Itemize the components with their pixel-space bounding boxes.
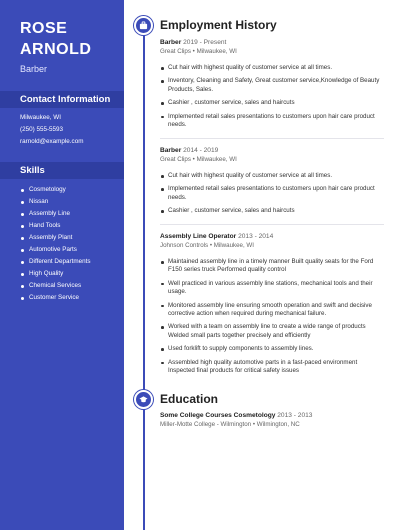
skill-item: Assembly Line bbox=[20, 208, 120, 220]
education-dates: 2013 - 2013 bbox=[277, 412, 313, 419]
job-company: Great Clips bbox=[160, 156, 191, 163]
contact-heading: Contact Information bbox=[0, 91, 124, 108]
job-bullet: Cashier , customer service, sales and haircuts bbox=[160, 99, 384, 107]
job-bullet: Implemented retail sales presentations to customers upon hair care product needs. bbox=[160, 113, 384, 130]
job-title: Assembly Line Operator bbox=[160, 233, 237, 240]
job-bullet: Maintained assembly line in a timely manner Built quality seats for the Ford F150 series truck Performed quality control bbox=[160, 258, 384, 275]
education-location: Wilmington, NC bbox=[256, 421, 300, 428]
skill-item: Automotive Parts bbox=[20, 244, 120, 256]
job-dates: 2014 - 2019 bbox=[183, 147, 219, 154]
job-bullet: Worked with a team on assembly line to create a wide range of products Welded small parts together precisely and efficiently bbox=[160, 323, 384, 340]
job-entry bbox=[160, 38, 384, 129]
job-location: Milwaukee, WI bbox=[213, 242, 254, 249]
divider bbox=[160, 224, 384, 225]
employment-heading: Employment History bbox=[160, 18, 277, 32]
divider bbox=[160, 138, 384, 139]
job-title: Barber bbox=[160, 147, 182, 154]
candidate-name bbox=[20, 18, 91, 60]
briefcase-icon bbox=[134, 16, 153, 35]
skill-item: Assembly Plant bbox=[20, 232, 120, 244]
job-entry bbox=[160, 146, 384, 216]
first-name: ROSE bbox=[20, 20, 68, 37]
job-company: Johnson Controls bbox=[160, 242, 209, 249]
contact-city: Milwaukee, WI bbox=[20, 114, 61, 121]
education-title-line bbox=[160, 411, 384, 420]
graduation-cap-icon bbox=[134, 390, 153, 409]
education-entry bbox=[160, 411, 384, 430]
job-bullet: Well practiced in various assembly line stations, mechanical tools and their usage. bbox=[160, 280, 384, 297]
job-company-line: Great Clips • Milwaukee, WI bbox=[160, 156, 237, 163]
skills-heading: Skills bbox=[0, 162, 124, 179]
job-company-line: Johnson Controls • Milwaukee, WI bbox=[160, 242, 254, 249]
skill-item: High Quality bbox=[20, 268, 120, 280]
job-bullet: Used forklift to supply components to assembly lines. bbox=[160, 345, 384, 353]
job-bullet: Cut hair with highest quality of customer service at all times. bbox=[160, 172, 384, 180]
job-title-line bbox=[160, 232, 384, 241]
job-company-line: Great Clips • Milwaukee, WI bbox=[160, 48, 237, 55]
sidebar bbox=[0, 0, 124, 530]
job-bullet: Monitored assembly line ensuring smooth operation and swift and decisive corrective action when required during mechanical failure. bbox=[160, 302, 384, 319]
last-name: ARNOLD bbox=[20, 41, 92, 58]
timeline-line bbox=[143, 24, 145, 530]
job-title-line bbox=[160, 146, 384, 155]
skills-list bbox=[20, 184, 120, 304]
contact-phone: (250) 555-5593 bbox=[20, 126, 64, 133]
education-title: Some College Courses Cosmetology bbox=[160, 412, 276, 419]
job-dates: 2019 - Present bbox=[183, 39, 227, 46]
skill-item: Hand Tools bbox=[20, 220, 120, 232]
job-dates: 2013 - 2014 bbox=[238, 233, 274, 240]
skill-item: Cosmetology bbox=[20, 184, 120, 196]
job-location: Milwaukee, WI bbox=[196, 156, 237, 163]
job-entry bbox=[160, 232, 384, 375]
job-company: Great Clips bbox=[160, 48, 191, 55]
skill-item: Customer Service bbox=[20, 292, 120, 304]
candidate-role: Barber bbox=[20, 64, 48, 74]
education-school: Miller-Motte College - Wilmington bbox=[160, 421, 252, 428]
skill-item: Chemical Services bbox=[20, 280, 120, 292]
job-bullet: Assembled high quality automotive parts in a fast-paced environment Inspected final products for critical safety issues bbox=[160, 359, 384, 376]
job-title: Barber bbox=[160, 39, 182, 46]
job-location: Milwaukee, WI bbox=[196, 48, 237, 55]
job-bullet: Inventory, Cleaning and Safety, Great customer service,Knowledge of Beauty Products, Sales. bbox=[160, 77, 384, 94]
job-bullet: Implemented retail sales presentations to customers upon hair care product needs. bbox=[160, 185, 384, 202]
skill-item: Nissan bbox=[20, 196, 120, 208]
education-heading: Education bbox=[160, 392, 219, 406]
contact-email[interactable]: rarnold@example.com bbox=[20, 138, 84, 145]
job-bullet: Cut hair with highest quality of customer service at all times. bbox=[160, 64, 384, 72]
job-bullet: Cashier , customer service, sales and haircuts bbox=[160, 207, 384, 215]
education-school-line: Miller-Motte College - Wilmington • Wilmington, NC bbox=[160, 421, 300, 428]
job-title-line bbox=[160, 38, 384, 47]
skill-item: Different Departments bbox=[20, 256, 120, 268]
